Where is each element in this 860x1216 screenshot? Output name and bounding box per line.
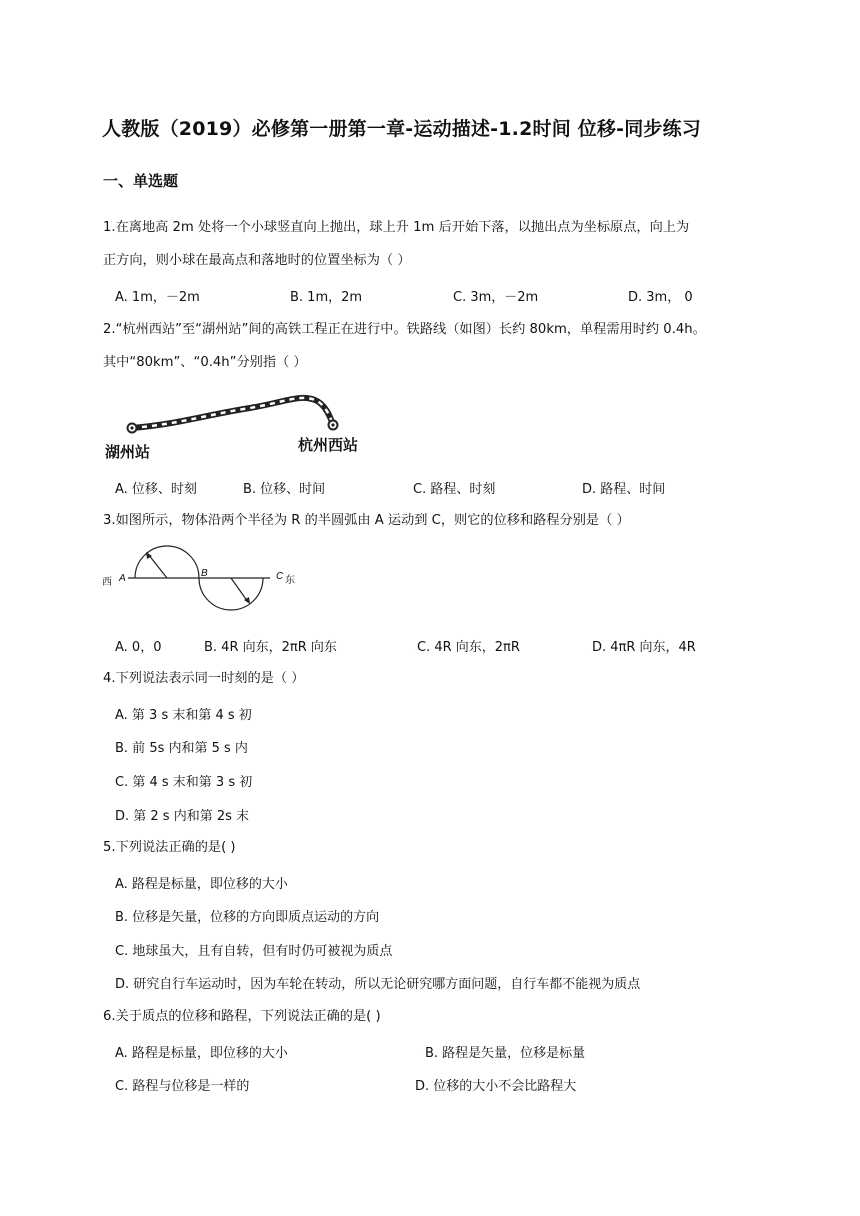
west-label: 西 [102,577,112,588]
lower-semicircle [199,578,263,610]
question-6-option-d: D. 位移的大小不会比路程大 [415,1079,577,1094]
east-label: 东 [285,575,295,586]
question-1-option-d: D. 3m， 0 [628,290,693,305]
lower-radius-arrow [231,578,248,602]
question-2-option-a: A. 位移、时刻 [115,482,197,497]
question-3-option-d: D. 4πR 向东，4R [592,640,696,655]
question-2-option-c: C. 路程、时刻 [413,482,496,497]
question-6-line-1: 6.关于质点的位移和路程，下列说法正确的是( ) [103,1009,381,1024]
document-title: 人教版（2019）必修第一册第一章-运动描述-1.2时间 位移-同步练习 [102,118,702,140]
hangzhou-west-station-label: 杭州西站 [298,436,359,454]
question-6-option-a: A. 路程是标量，即位移的大小 [115,1046,288,1061]
question-5-option-b: B. 位移是矢量，位移的方向即质点运动的方向 [115,910,380,925]
option-marker: . [413,645,415,650]
question-4-option-b: B. 前 5s 内和第 5 s 内 [115,741,248,756]
question-1-option-c: C. 3m，－2m [453,290,539,305]
question-1-line-2: 正方向，则小球在最高点和落地时的位置坐标为（ ） [103,253,411,268]
question-5-option-a: A. 路程是标量，即位移的大小 [115,877,288,892]
option-marker: . [421,1051,423,1056]
question-2-line-2: 其中“80km”、“0.4h”分别指（ ） [103,355,307,370]
question-4-option-a: A. 第 3 s 末和第 4 s 初 [115,708,252,723]
question-4-option-d: D. 第 2 s 内和第 2s 末 [115,809,250,824]
huzhou-station-dot [130,426,133,429]
question-3-option-c: C. 4R 向东，2πR [417,640,520,655]
point-c-label: C [276,571,284,582]
question-3-option-a: A. 0，0 [115,640,162,655]
option-marker: . [200,645,202,650]
question-5-option-c: C. 地球虽大，且有自转，但有时仍可被视为质点 [115,944,393,959]
semicircle-figure [120,540,300,620]
question-4-line-1: 4.下列说法表示同一时刻的是（ ） [103,671,305,686]
question-5-line-1: 5.下列说法正确的是( ) [103,840,236,855]
upper-radius-arrow [148,554,167,578]
question-5-option-d: D. 研究自行车运动时，因为车轮在转动，所以无论研究哪方面问题，自行车都不能视为质点 [115,977,641,992]
question-4-option-c: C. 第 4 s 末和第 3 s 初 [115,775,253,790]
huzhou-station-label: 湖州站 [105,443,151,461]
point-b-label: B [201,568,208,579]
question-3-line-1: 3.如图所示，物体沿两个半径为 R 的半圆弧由 A 运动到 C，则它的位移和路程分别是（ ） [103,513,630,528]
section-heading: 一、单选题 [103,172,179,190]
point-a-label: A [119,573,126,584]
upper-semicircle [135,546,199,578]
question-6-option-b: B. 路程是矢量，位移是标量 [425,1046,586,1061]
question-2-option-b: B. 位移、时间 [243,482,326,497]
question-1-line-1: 1.在离地高 2m 处将一个小球竖直向上抛出，球上升 1m 后开始下落，以抛出点为坐标原点，向上为 [103,220,690,235]
question-2-option-d: D. 路程、时间 [582,482,666,497]
question-1-option-a: A. 1m，－2m [115,290,200,305]
question-3-option-b: B. 4R 向东，2πR 向东 [204,640,337,655]
hangzhou-west-station-dot [331,423,334,426]
option-marker: . [588,645,590,650]
question-1-option-b: B. 1m，2m [290,290,363,305]
question-2-line-1: 2.“杭州西站”至“湖州站”间的高铁工程正在进行中。铁路线（如图）长约 80km，单程需用时约 0.4h。 [103,322,706,337]
question-6-option-c: C. 路程与位移是一样的 [115,1079,250,1094]
